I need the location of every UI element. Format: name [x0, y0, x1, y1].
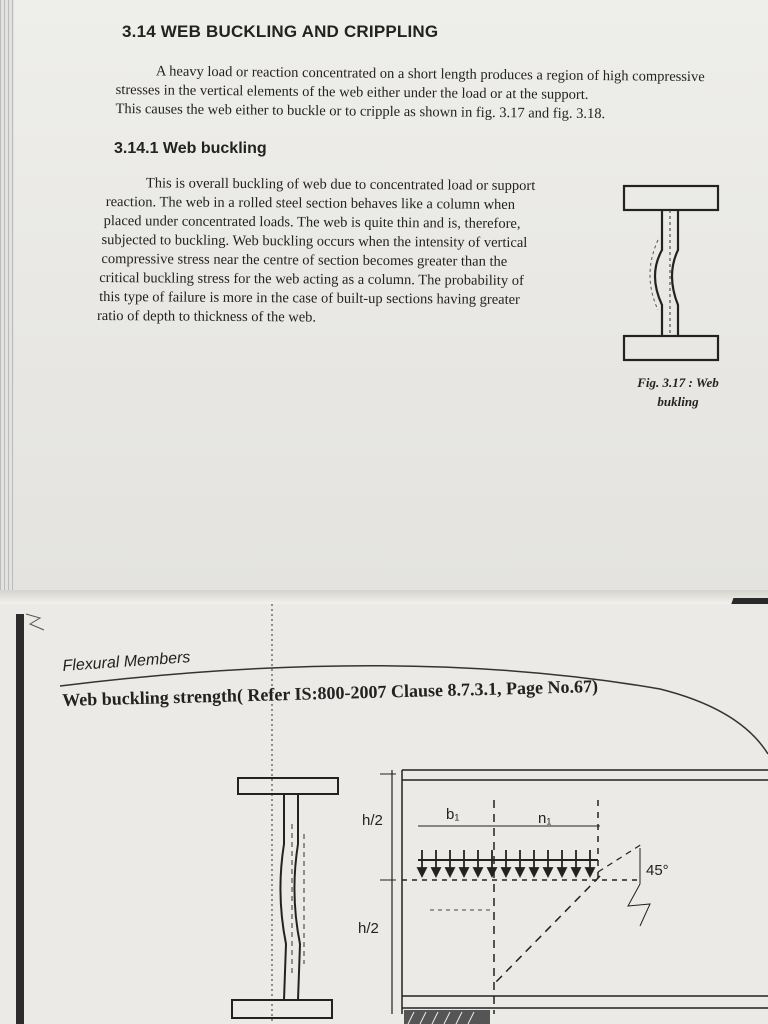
slide-title: Web buckling strength( Refer IS:800-2007 Clause 8.7.3.1, Page No.67) — [62, 675, 599, 710]
section-heading: 3.14 WEB BUCKLING AND CRIPPLING — [122, 22, 439, 41]
figure-caption-line: Fig. 3.17 : Web — [637, 375, 719, 390]
h-half-bottom-label: h/2 — [358, 920, 379, 937]
subsection-heading: 3.14.1 Web buckling — [114, 140, 267, 157]
paragraph-line: placed under concentrated loads. The web is quite thin and is, therefore, — [103, 213, 521, 232]
paragraph-line: This is overall buckling of web due to concentrated load or support — [145, 175, 536, 195]
figure-caption-line: bukling — [657, 394, 699, 409]
h-half-top-label: h/2 — [362, 812, 383, 829]
web-buckling-paragraph — [97, 174, 586, 329]
figure-caption — [618, 373, 738, 411]
page-gap — [0, 590, 768, 604]
paragraph-line: reaction. The web in a rolled steel section behaves like a column when — [105, 194, 516, 213]
b1-label: b₁ — [446, 806, 460, 823]
n1-label: n₁ — [538, 810, 552, 827]
book-spine — [0, 0, 14, 590]
paragraph-line: subjected to buckling. Web buckling occurs when the intensity of vertical — [101, 232, 528, 251]
paragraph-line: critical buckling stress for the web acting as a column. The probability of — [99, 270, 524, 289]
paragraph-line: compressive stress near the centre of section becomes greater than the — [101, 251, 508, 270]
intro-line: This causes the web either to buckle or to cripple as shown in fig. 3.17 and fig. 3.18. — [115, 100, 606, 123]
angle-label: 45° — [646, 862, 669, 879]
intro-line: A heavy load or reaction concentrated on a short length produces a region of high compressive — [155, 63, 705, 86]
intro-paragraph — [115, 62, 746, 126]
intro-line: stresses in the vertical elements of the web either under the load or at the support. — [115, 81, 589, 103]
slide-header: Flexural Members — [62, 649, 191, 675]
web-buckling-strength-diagram — [0, 764, 768, 1024]
fig-3-17-i-section-diagram — [618, 180, 728, 370]
paragraph-line: ratio of depth to thickness of the web. — [96, 307, 317, 326]
paragraph-line: this type of failure is more in the case of built-up sections having greater — [99, 289, 520, 308]
